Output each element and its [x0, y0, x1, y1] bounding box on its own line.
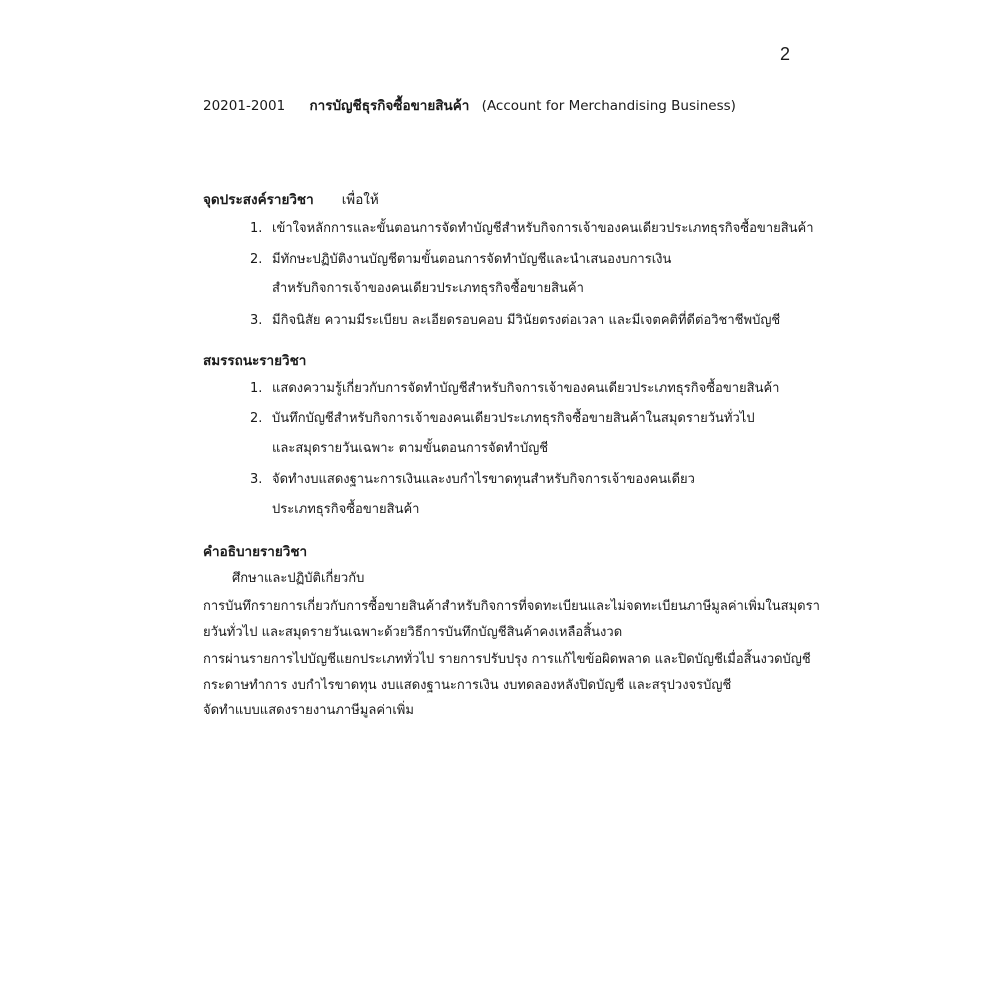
objective-item-2 [250, 248, 671, 269]
objectives-heading-text: จุดประสงค์รายวิชา [203, 192, 314, 208]
objective-number: 2. [250, 252, 263, 267]
competency-number: 2. [250, 411, 263, 426]
objectives-heading [203, 188, 379, 210]
competency-item-2 [250, 407, 755, 428]
competency-number: 3. [250, 472, 263, 487]
objective-text: มีทักษะปฏิบัติงานบัญชีตามขั้นตอนการจัดทำบัญชีและนำเสนองบการเงิน [272, 252, 672, 267]
competency-text: จัดทำงบแสดงฐานะการเงินและงบกำไรขาดทุนสำหรับกิจการเจ้าของคนเดียว [272, 472, 695, 487]
competency-item-2-continuation: และสมุดรายวันเฉพาะ ตามขั้นตอนการจัดทำบัญชี [272, 441, 549, 456]
objective-text: มีกิจนิสัย ความมีระเบียบ ละเอียดรอบคอบ มีวินัยตรงต่อเวลา และมีเจตคติที่ดีต่อวิชาชีพบัญชี [272, 313, 781, 328]
competencies-heading: สมรรถนะรายวิชา [203, 353, 307, 369]
course-title-english: (Account for Merchandising Business) [481, 98, 736, 114]
competency-item-3 [250, 468, 695, 489]
competency-text: บันทึกบัญชีสำหรับกิจการเจ้าของคนเดียวประเภทธุรกิจซื้อขายสินค้าในสมุดรายวันทั่วไป [272, 411, 755, 426]
description-heading: คำอธิบายรายวิชา [203, 544, 308, 560]
objective-item-2-continuation: สำหรับกิจการเจ้าของคนเดียวประเภทธุรกิจซื้อขายสินค้า [272, 281, 584, 296]
description-line-1: การบันทึกรายการเกี่ยวกับการซื้อขายสินค้าสำหรับกิจการที่จดทะเบียนและไม่จดทะเบียนภาษีมูลค่าเพิ่มในสมุดรา [203, 599, 820, 614]
page-number: 2 [780, 44, 791, 64]
objective-item-1 [250, 217, 814, 238]
competency-item-3-continuation: ประเภทธุรกิจซื้อขายสินค้า [272, 502, 420, 517]
description-line-5: จัดทำแบบแสดงรายงานภาษีมูลค่าเพิ่ม [203, 703, 414, 718]
objective-number: 3. [250, 313, 263, 328]
objectives-heading-suffix: เพื่อให้ [341, 192, 379, 208]
description-line-2: ยวันทั่วไป และสมุดรายวันเฉพาะด้วยวิธีการบันทึกบัญชีสินค้าคงเหลือสิ้นงวด [203, 625, 623, 640]
course-title-thai: การบัญชีธุรกิจซื้อขายสินค้า [309, 98, 470, 114]
objective-text: เข้าใจหลักการและขั้นตอนการจัดทำบัญชีสำหรับกิจการเจ้าของคนเดียวประเภทธุรกิจซื้อขายสินค้า [272, 221, 814, 236]
description-line-3: การผ่านรายการไปบัญชีแยกประเภททั่วไป รายการปรับปรุง การแก้ไขข้อผิดพลาด และปิดบัญชีเมื่อสิ้นงวดบัญชี [203, 652, 811, 667]
course-code: 20201-2001 [203, 98, 286, 114]
objective-number: 1. [250, 221, 263, 236]
objective-item-3 [250, 309, 780, 330]
course-header [203, 94, 736, 116]
description-intro: ศึกษาและปฏิบัติเกี่ยวกับ [232, 571, 365, 586]
competency-text: แสดงความรู้เกี่ยวกับการจัดทำบัญชีสำหรับกิจการเจ้าของคนเดียวประเภทธุรกิจซื้อขายสินค้า [272, 381, 780, 396]
description-line-4: กระดาษทำการ งบกำไรขาดทุน งบแสดงฐานะการเงิน งบทดลองหลังปิดบัญชี และสรุปวงจรบัญชี [203, 678, 732, 693]
competency-number: 1. [250, 381, 263, 396]
competency-item-1 [250, 377, 779, 398]
